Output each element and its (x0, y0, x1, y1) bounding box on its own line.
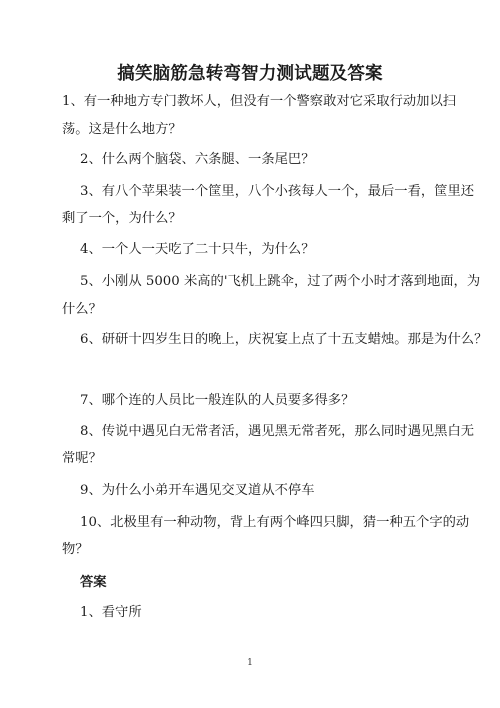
answers-heading: 答案 (80, 575, 107, 590)
question-2: 2、什么两个脑袋、六条腿、一条尾巴？ (80, 152, 315, 167)
question-5-line-2: 什么？ (62, 302, 102, 317)
question-10-line-2: 物？ (62, 542, 89, 557)
question-3-line-2: 剩了一个，为什么？ (62, 211, 182, 226)
page-number: 1 (247, 658, 253, 668)
question-7: 7、哪个连的人员比一般连队的人员要多得多？ (80, 393, 355, 408)
question-4: 4、一个人一天吃了二十只牛，为什么？ (80, 242, 315, 257)
question-9: 9、为什么小弟开车遇见交叉道从不停车 (80, 483, 315, 498)
question-8-line-1: 8、传说中遇见白无常者活，遇见黑无常者死，那么同时遇见黑白无 (80, 424, 475, 439)
question-6: 6、研研十四岁生日的晚上，庆祝宴上点了十五支蜡烛。那是为什么？ (80, 332, 488, 347)
question-5-line-1: 5、小刚从 5000 米高的'飞机上跳伞，过了两个小时才落到地面，为 (80, 274, 481, 289)
page-title: 搞笑脑筋急转弯智力测试题及答案 (117, 64, 383, 84)
question-3-line-1: 3、有八个苹果装一个筐里，八个小孩每人一个，最后一看，筐里还 (80, 184, 475, 199)
question-10-line-1: 10、北极里有一种动物，背上有两个峰四只脚，猜一种五个字的动 (80, 515, 470, 530)
question-8-line-2: 常呢？ (62, 451, 102, 466)
answer-1: 1、看守所 (80, 605, 142, 620)
question-1-line-1: 1、有一种地方专门教坏人，但没有一个警察敢对它采取行动加以扫 (62, 94, 457, 109)
question-1-line-2: 荡。这是什么地方？ (62, 122, 182, 137)
